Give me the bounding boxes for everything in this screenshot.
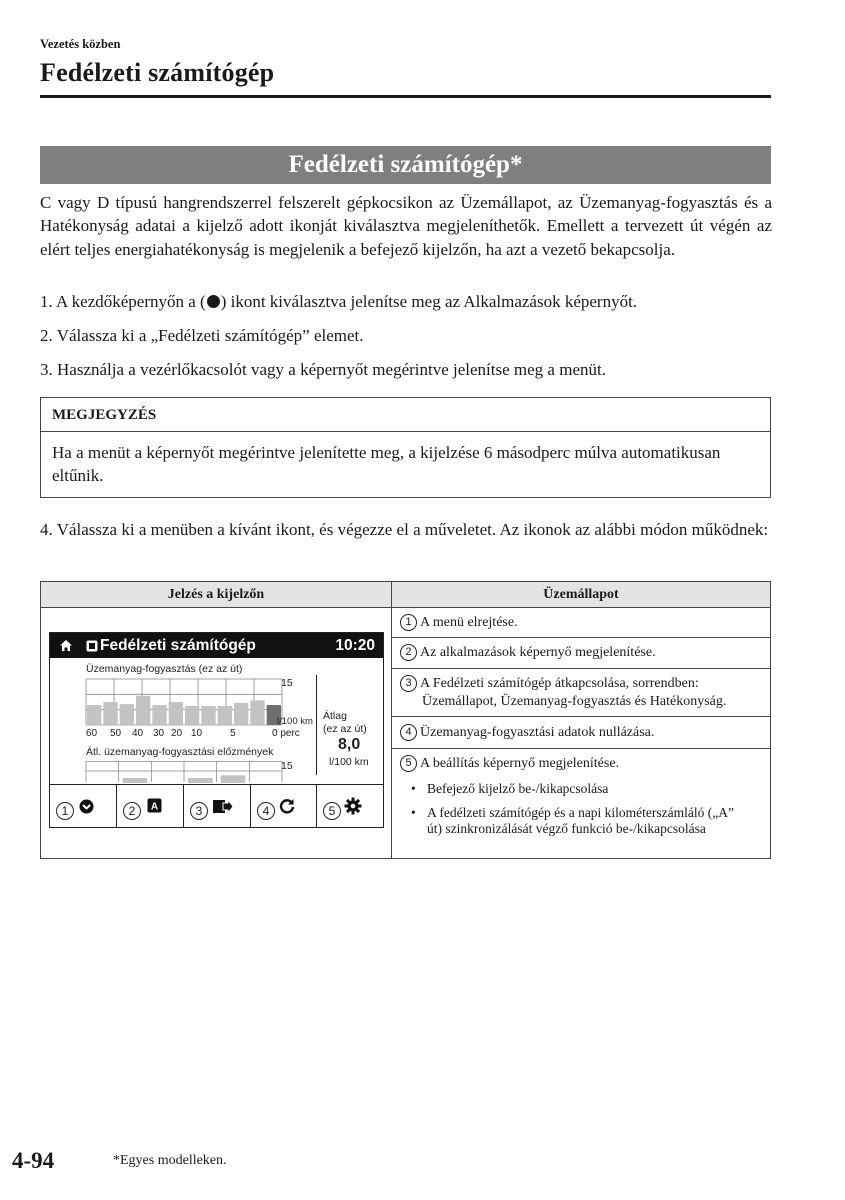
tab-switch[interactable] xyxy=(184,785,251,828)
tab-num: 3 xyxy=(190,802,208,820)
row-label: A beállítás képernyő megjelenítése. xyxy=(420,756,620,771)
bar xyxy=(136,696,150,725)
bar xyxy=(120,704,134,725)
x-tick-label: 0 perc xyxy=(272,728,300,739)
svg-text:A: A xyxy=(150,801,159,813)
history-bar xyxy=(123,778,148,783)
row-num: 5 xyxy=(400,755,417,772)
computer-app-icon xyxy=(86,640,98,652)
intro-paragraph: C vagy D típusú hangrendszerrel felszerelt gépkocsikon az Üzemállapot, az Üzemanyag-fogyasztás és a Hatékonyság adatai a kijelző adott ikonját kiválasztva megjeleníthetők. Emellett a tervezett út végén az elért teljes energiahatékonyság is megjelenik a befejező kijelzőn, ha azt a vezető bekapcsolja. xyxy=(40,193,772,259)
footer-note: *Egyes modelleken. xyxy=(113,1153,227,1168)
row-text xyxy=(400,643,656,662)
bullet-item: • Befejező kijelző be-/kikapcsolása xyxy=(427,781,747,797)
display-screen xyxy=(49,632,384,828)
table-header xyxy=(41,582,770,608)
note-box xyxy=(40,397,771,498)
bar xyxy=(169,702,183,725)
chart2-label: Átl. üzemanyag-fogyasztási előzmények xyxy=(86,746,274,758)
x-tick-label: 50 xyxy=(110,728,122,739)
chart1-unit: l/100 km xyxy=(277,716,313,727)
bar xyxy=(87,705,101,725)
table-row xyxy=(392,608,770,638)
row-num: 2 xyxy=(400,644,417,661)
table-header-display: Jelzés a kijelzőn xyxy=(167,587,265,602)
bullet-item: • A fedélzeti számítógép és a napi kilométerszámláló („A” út) szinkronizálását végző funkció be-/kikapcsolása xyxy=(427,805,747,837)
step-1-text-a: 1. A kezdőképernyőn a ( xyxy=(40,292,206,311)
chart2-ymax: 15 xyxy=(281,760,293,772)
menu-tabs xyxy=(50,784,383,828)
row-text xyxy=(400,674,699,693)
table-row xyxy=(392,669,770,717)
switch-icon xyxy=(213,799,233,814)
bar xyxy=(152,705,166,725)
screen-time: 10:20 xyxy=(335,637,375,654)
screen-title: Fedélzeti számítógép xyxy=(100,637,256,654)
bar xyxy=(218,706,232,725)
note-title: MEGJEGYZÉS xyxy=(41,398,770,432)
x-tick-label: 10 xyxy=(191,728,203,739)
table-row xyxy=(392,749,770,858)
tab-num: 2 xyxy=(123,802,141,820)
chapter-title: Fedélzeti számítógép xyxy=(40,58,275,87)
section-banner: Fedélzeti számítógép* xyxy=(40,146,771,184)
bar xyxy=(103,702,117,725)
tab-num: 1 xyxy=(56,802,74,820)
bar xyxy=(185,706,199,725)
reset-icon xyxy=(279,798,295,814)
note-body: Ha a menüt a képernyőt megérintve jelenítette meg, a kijelzése 6 másodperc múlva automatikusan eltűnik. xyxy=(52,443,721,485)
bar xyxy=(201,706,215,725)
fuel-chart xyxy=(84,678,284,726)
table-row xyxy=(392,717,770,749)
x-tick-label: 5 xyxy=(230,728,236,739)
row-label: A Fedélzeti számítógép átkapcsolása, sorrendben: xyxy=(420,676,699,691)
row-text xyxy=(400,754,619,773)
row-num: 1 xyxy=(400,614,417,631)
apps-a-icon xyxy=(147,798,162,813)
apps-icon xyxy=(207,295,220,308)
row-text xyxy=(400,613,518,632)
chevron-down-icon xyxy=(79,799,94,814)
x-tick-label: 60 xyxy=(86,728,98,739)
history-chart xyxy=(84,761,284,783)
avg-value: 8,0 xyxy=(338,736,361,753)
x-tick-label: 40 xyxy=(132,728,144,739)
x-tick-label: 30 xyxy=(153,728,165,739)
screen-title-bar xyxy=(50,633,383,658)
history-bar xyxy=(188,778,213,783)
x-tick-label: 20 xyxy=(171,728,183,739)
step-3: 3. Használja a vezérlőkacsolót vagy a képernyőt megérintve jelenítse meg a menüt. xyxy=(40,360,606,379)
avg-label-1: Átlag xyxy=(323,710,347,722)
bar xyxy=(250,700,264,725)
step-1 xyxy=(40,290,772,313)
chart1-label: Üzemanyag-fogyasztás (ez az út) xyxy=(86,663,243,675)
row-num: 3 xyxy=(400,675,417,692)
row-num: 4 xyxy=(400,724,417,741)
icon-table xyxy=(40,581,771,859)
tab-reset[interactable] xyxy=(251,785,317,828)
title-rule xyxy=(40,95,771,98)
tab-num: 4 xyxy=(257,802,275,820)
tab-settings[interactable] xyxy=(317,785,383,828)
step-4: 4. Válassza ki a menüben a kívánt ikont, és végezze el a műveletet. Az ikonok az alábbi módon működnek: xyxy=(40,520,769,539)
tab-apps[interactable] xyxy=(117,785,184,828)
tab-hide-menu[interactable] xyxy=(50,785,117,828)
gear-icon xyxy=(344,797,362,815)
table-header-state: Üzemállapot xyxy=(543,587,619,602)
step-2: 2. Válassza ki a „Fedélzeti számítógép” elemet. xyxy=(40,326,364,345)
row-text xyxy=(400,723,654,742)
tab-num: 5 xyxy=(323,802,341,820)
row-label: Üzemanyag-fogyasztási adatok nullázása. xyxy=(420,725,655,740)
row-text-2: Üzemállapot, Üzemanyag-fogyasztás és Hatékonyság. xyxy=(422,694,727,709)
row-label: A menü elrejtése. xyxy=(420,615,518,630)
section-label: Vezetés közben xyxy=(40,37,121,51)
home-icon xyxy=(59,639,73,652)
table-row xyxy=(392,638,770,669)
chart1-ymax: 15 xyxy=(281,677,293,689)
bar xyxy=(234,703,248,725)
row-label: Az alkalmazások képernyő megjelenítése. xyxy=(420,645,656,660)
history-bar xyxy=(221,775,246,783)
avg-label-2: (ez az út) xyxy=(323,723,367,735)
avg-unit: l/100 km xyxy=(329,756,369,768)
page-number: 4-94 xyxy=(12,1148,55,1173)
avg-divider xyxy=(316,675,317,775)
step-1-text-b: ) ikont kiválasztva jelenítse meg az Alkalmazások képernyőt. xyxy=(220,292,638,311)
